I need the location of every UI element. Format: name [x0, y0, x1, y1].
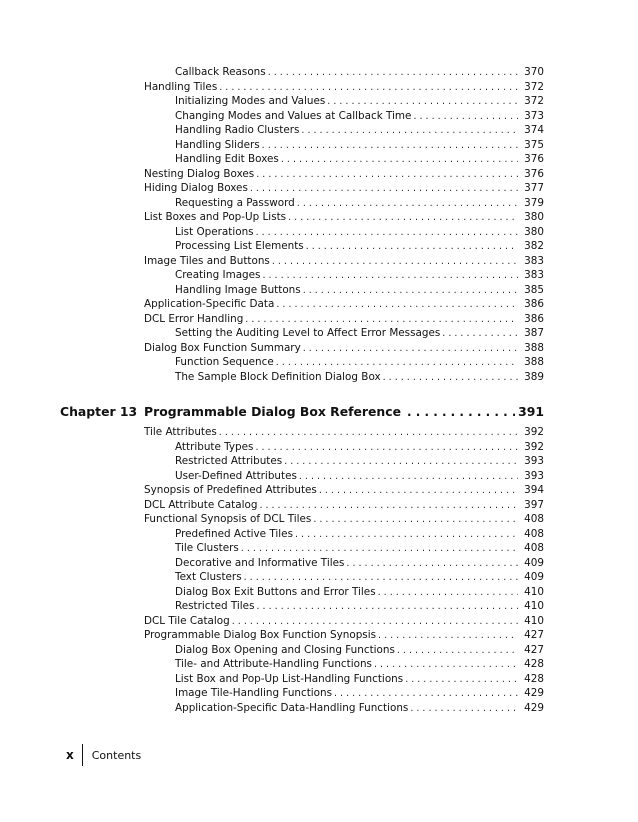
- toc-entry-title: Tile- and Attribute-Handling Functions: [175, 658, 372, 670]
- dot-leader: [262, 139, 518, 153]
- toc-entry-title: Predefined Active Tiles: [175, 527, 293, 540]
- dot-leader: [303, 342, 518, 356]
- toc-entry[interactable]: [144, 355, 544, 370]
- toc-entry-page-number: 383: [524, 254, 544, 267]
- toc-entry-title: List Operations: [175, 225, 254, 238]
- toc-entry-title: Programmable Dialog Box Function Synopsis: [144, 629, 377, 641]
- toc-entry[interactable]: [144, 167, 544, 182]
- toc-entry-title: Application-Specific Data-Handling Functions: [175, 701, 409, 714]
- toc-entry-page-number: 410: [524, 600, 544, 612]
- toc-entry[interactable]: [144, 65, 544, 80]
- toc-entry-page-number: 409: [524, 556, 544, 569]
- toc-entry-title: Application-Specific Data: [144, 298, 275, 310]
- chapter-page-number: 391: [518, 404, 544, 419]
- toc-entry-title: Restricted Tiles: [175, 600, 255, 612]
- toc-entry[interactable]: [144, 672, 544, 687]
- dot-leader: [313, 513, 518, 527]
- toc-entry[interactable]: [144, 454, 544, 469]
- toc-entry-page-number: 376: [524, 167, 544, 180]
- toc-entry[interactable]: [144, 686, 544, 701]
- toc-entry-page-number: 392: [524, 426, 544, 438]
- dot-leader: [297, 197, 518, 211]
- toc-entry[interactable]: [144, 196, 544, 211]
- toc-entry[interactable]: [144, 326, 544, 341]
- toc-entry-title: Functional Synopsis of DCL Tiles: [144, 513, 312, 525]
- toc-entry-page-number: 394: [524, 484, 544, 496]
- toc-entry[interactable]: [144, 541, 544, 556]
- toc-entry-title: Dialog Box Function Summary: [144, 341, 301, 354]
- toc-entry-title: Requesting a Password: [175, 196, 295, 209]
- dot-leader: [262, 269, 518, 283]
- toc-entry-title: Initializing Modes and Values: [175, 95, 326, 107]
- toc-entry-title: Handling Edit Boxes: [175, 153, 279, 165]
- toc-entry[interactable]: [144, 181, 544, 196]
- toc-entry[interactable]: [144, 297, 544, 312]
- toc-entry[interactable]: [144, 512, 544, 527]
- footer-section-name: Contents: [91, 748, 142, 762]
- dot-leader: [374, 658, 518, 672]
- dot-leader: [299, 470, 518, 484]
- toc-entry-page-number: 380: [524, 211, 544, 223]
- toc-entry-title: Synopsis of Predefined Attributes: [144, 484, 317, 496]
- toc-entry[interactable]: [144, 210, 544, 225]
- toc-entry-title: DCL Tile Catalog: [144, 614, 230, 627]
- toc-entry[interactable]: [144, 527, 544, 542]
- dot-leader: [219, 81, 518, 95]
- toc-entry-page-number: 397: [524, 498, 544, 511]
- toc-entry-title: User-Defined Attributes: [175, 469, 297, 482]
- toc-entry-page-number: 386: [524, 312, 544, 325]
- toc-entry-title: Handling Tiles: [144, 80, 218, 93]
- toc-entry[interactable]: [144, 109, 544, 124]
- toc-entry-title: Function Sequence: [175, 356, 274, 368]
- toc-entry[interactable]: [144, 585, 544, 600]
- dot-leader: [378, 629, 518, 643]
- toc-entry[interactable]: [144, 469, 544, 484]
- toc-entry-page-number: 388: [524, 356, 544, 368]
- toc-entry-title: Tile Attributes: [144, 426, 217, 438]
- toc-entry-title: Handling Radio Clusters: [175, 124, 300, 136]
- toc-entry-page-number: 427: [524, 643, 544, 656]
- toc-entry-title: List Box and Pop-Up List-Handling Functions: [175, 672, 404, 685]
- toc-entry-title: Handling Image Buttons: [175, 283, 301, 296]
- toc-entry[interactable]: [144, 370, 544, 385]
- toc-entry[interactable]: [144, 657, 544, 672]
- dot-leader: [383, 371, 518, 385]
- toc-entry-page-number: 410: [524, 585, 544, 598]
- toc-entry-page-number: 375: [524, 138, 544, 151]
- toc-entry[interactable]: [144, 283, 544, 298]
- toc-entry-title: Decorative and Informative Tiles: [175, 556, 345, 569]
- toc-entry[interactable]: [144, 225, 544, 240]
- toc-entry[interactable]: [144, 498, 544, 513]
- toc-entry-title: Setting the Auditing Level to Affect Error Messages: [175, 327, 441, 339]
- toc-entry-page-number: 374: [524, 124, 544, 136]
- toc-entry[interactable]: [144, 268, 544, 283]
- dot-leader: [319, 484, 518, 498]
- toc-entry[interactable]: [144, 138, 544, 153]
- toc-entry-page-number: 428: [524, 658, 544, 670]
- toc-entry-page-number: 387: [524, 327, 544, 339]
- dot-leader: [232, 615, 518, 629]
- dot-leader: [256, 226, 518, 240]
- toc-entry[interactable]: [144, 701, 544, 716]
- toc-entry-page-number: 386: [524, 298, 544, 310]
- dot-leader: [407, 405, 515, 419]
- chapter-title: Programmable Dialog Box Reference: [144, 404, 401, 419]
- toc-entry-title: DCL Error Handling: [144, 312, 244, 325]
- dot-leader: [272, 255, 518, 269]
- toc-entry-page-number: 429: [524, 687, 544, 699]
- toc-entry-page-number: 385: [524, 283, 544, 296]
- toc-entry-title: Nesting Dialog Boxes: [144, 167, 255, 180]
- toc-entry[interactable]: [144, 440, 544, 455]
- toc-entry[interactable]: [144, 556, 544, 571]
- dot-leader: [256, 600, 518, 614]
- toc-entry[interactable]: [144, 425, 544, 440]
- toc-entry-page-number: 408: [524, 513, 544, 525]
- dot-leader: [259, 499, 518, 513]
- toc-entry[interactable]: [144, 94, 544, 109]
- dot-leader: [241, 542, 518, 556]
- dot-leader: [245, 313, 518, 327]
- toc-entry-page-number: 370: [524, 66, 544, 78]
- toc-entry-title: Text Clusters: [175, 571, 242, 583]
- dot-leader: [306, 240, 518, 254]
- dot-leader: [284, 455, 518, 469]
- dot-leader: [255, 441, 518, 455]
- dot-leader: [442, 327, 518, 341]
- toc-entry-page-number: 392: [524, 440, 544, 453]
- toc-entry-title: Callback Reasons: [175, 66, 266, 78]
- toc-entry-title: Restricted Attributes: [175, 455, 283, 467]
- chapter-number: Chapter 13: [60, 404, 138, 419]
- dot-leader: [410, 702, 518, 716]
- dot-leader: [413, 110, 518, 124]
- toc-entry-title: Tile Clusters: [175, 542, 239, 554]
- toc-entry-title: Image Tiles and Buttons: [144, 254, 270, 267]
- toc-section-lower: [144, 425, 544, 715]
- toc-entry[interactable]: [144, 643, 544, 658]
- toc-entry-page-number: 382: [524, 240, 544, 252]
- toc-entry[interactable]: [144, 599, 544, 614]
- toc-section-upper: [144, 65, 544, 384]
- dot-leader: [378, 586, 518, 600]
- toc-entry-page-number: 428: [524, 672, 544, 685]
- page-footer: [66, 745, 141, 765]
- toc-entry-page-number: 377: [524, 182, 544, 194]
- chapter-heading[interactable]: [60, 404, 544, 419]
- toc-entry-page-number: 408: [524, 542, 544, 554]
- toc-entry-title: DCL Attribute Catalog: [144, 498, 258, 511]
- dot-leader: [256, 168, 518, 182]
- toc-entry-title: Dialog Box Exit Buttons and Error Tiles: [175, 585, 376, 598]
- toc-entry-page-number: 410: [524, 614, 544, 627]
- dot-leader: [250, 182, 518, 196]
- toc-entry-page-number: 379: [524, 196, 544, 209]
- dot-leader: [276, 298, 518, 312]
- toc-entry-title: Dialog Box Opening and Closing Functions: [175, 643, 395, 656]
- toc-entry-page-number: 429: [524, 701, 544, 714]
- dot-leader: [281, 153, 518, 167]
- toc-entry[interactable]: [144, 614, 544, 629]
- toc-entry-page-number: 393: [524, 469, 544, 482]
- toc-entry-title: Changing Modes and Values at Callback Time: [175, 109, 412, 122]
- footer-divider: [82, 744, 83, 766]
- toc-entry[interactable]: [144, 312, 544, 327]
- toc-entry-title: Processing List Elements: [175, 240, 304, 252]
- toc-entry[interactable]: [144, 570, 544, 585]
- dot-leader: [327, 95, 518, 109]
- toc-entry-page-number: 408: [524, 527, 544, 540]
- toc-entry-page-number: 383: [524, 269, 544, 281]
- toc-entry-page-number: 409: [524, 571, 544, 583]
- toc-entry[interactable]: [144, 483, 544, 498]
- toc-entry-page-number: 376: [524, 153, 544, 165]
- page-folio: x: [66, 748, 74, 762]
- dot-leader: [334, 687, 518, 701]
- toc-entry[interactable]: [144, 628, 544, 643]
- dot-leader: [346, 557, 518, 571]
- toc-entry[interactable]: [144, 152, 544, 167]
- dot-leader: [303, 284, 518, 298]
- toc-entry-title: Image Tile-Handling Functions: [175, 687, 333, 699]
- toc-entry[interactable]: [144, 341, 544, 356]
- toc-entry-title: Handling Sliders: [175, 138, 260, 151]
- toc-entry-page-number: 393: [524, 455, 544, 467]
- toc-entry-title: Hiding Dialog Boxes: [144, 182, 248, 194]
- toc-entry-page-number: 389: [524, 370, 544, 383]
- toc-entry-title: Creating Images: [175, 269, 261, 281]
- dot-leader: [244, 571, 518, 585]
- toc-entry[interactable]: [144, 80, 544, 95]
- dot-leader: [397, 644, 518, 658]
- dot-leader: [301, 124, 518, 138]
- dot-leader: [295, 528, 518, 542]
- dot-leader: [276, 356, 518, 370]
- toc-entry-page-number: 380: [524, 225, 544, 238]
- toc-entry-page-number: 373: [524, 109, 544, 122]
- toc-entry-page-number: 427: [524, 629, 544, 641]
- toc-entry-page-number: 372: [524, 80, 544, 93]
- toc-entry[interactable]: [144, 239, 544, 254]
- toc-entry-page-number: 388: [524, 341, 544, 354]
- dot-leader: [405, 673, 518, 687]
- toc-entry-page-number: 372: [524, 95, 544, 107]
- toc-entry[interactable]: [144, 254, 544, 269]
- toc-entry-title: Attribute Types: [175, 440, 254, 453]
- dot-leader: [219, 426, 518, 440]
- dot-leader: [268, 66, 518, 80]
- dot-leader: [288, 211, 518, 225]
- toc-entry-title: The Sample Block Definition Dialog Box: [175, 370, 381, 383]
- toc-entry[interactable]: [144, 123, 544, 138]
- toc-entry-title: List Boxes and Pop-Up Lists: [144, 211, 287, 223]
